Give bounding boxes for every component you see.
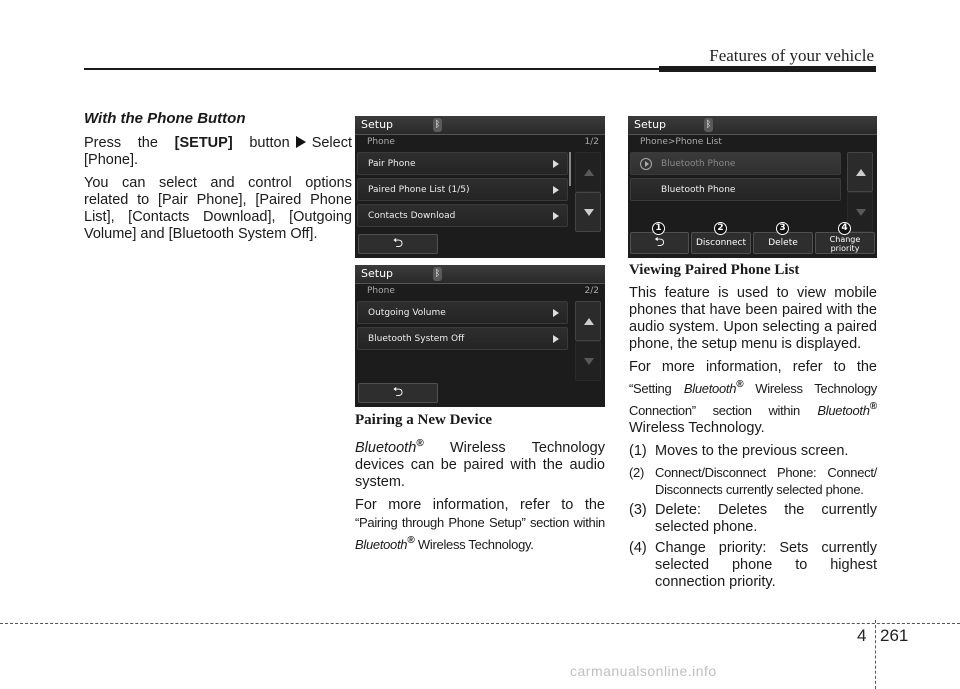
chevron-right-icon [553,212,559,220]
running-header: Features of your vehicle [709,46,874,65]
chevron-right-icon [553,309,559,317]
callout-1: 1 [652,222,665,235]
scroll-down-button[interactable] [847,192,873,232]
bluetooth-icon: ᛒ [705,120,712,130]
column-2 [355,412,605,560]
bluetooth-icon: ᛒ [434,269,441,279]
arrow-down-icon [584,209,594,216]
screen-title: Setup [361,118,394,131]
subhead-pairing: Pairing a New Device [355,412,493,428]
paragraph-press-setup: Press the [SETUP] button Select [Phone]. [84,135,352,168]
scroll-up-button[interactable] [575,301,601,341]
header-bar [659,66,876,72]
chapter-number: 4 [857,626,867,645]
subhead-phone-button: With the Phone Button [84,110,246,127]
menu-item-contacts-download[interactable]: Contacts Download [357,204,568,227]
arrow-up-icon [856,169,866,176]
back-button[interactable]: ⮌ [358,234,438,254]
paragraph-options: You can select and control options related to [Pair Phone], [Paired Phone List], [Contacts Download], [Outgoing Volume] and [Bluetooth System Off]. [84,175,352,242]
menu-item-bluetooth-system-off[interactable]: Bluetooth System Off [357,327,568,350]
callout-4: 4 [838,222,851,235]
screen-subtitle: Phone [367,286,395,296]
screen-subtitle: Phone>Phone List [640,137,722,147]
column-1 [84,110,352,249]
arrow-down-icon [856,209,866,216]
paragraph-paired-ref: For more information, refer to the “Setting Bluetooth® Wireless Technology Connection” section within Bluetooth® Wireless Technology. [629,359,877,436]
scrollbar[interactable] [569,152,571,186]
arrow-right-icon [296,136,306,148]
screen-subtitle: Phone [367,137,395,147]
phone-list-item-selected[interactable]: Bluetooth Phone [630,152,841,175]
page-number: 261 [880,626,909,645]
scroll-down-button[interactable] [575,192,601,232]
setup-screen-phone-list [628,116,877,258]
paragraph-pairing-ref: For more information, refer to the “Pairing through Phone Setup” section within Bluetooth® Wireless Technology. [355,496,605,552]
watermark-text: carmanualsonline.info [570,663,717,679]
footer-divider [875,620,876,689]
column-3 [629,262,877,595]
page-indicator: 1/2 [584,137,599,147]
setup-button-label: [SETUP] [174,135,233,151]
chevron-right-icon [553,335,559,343]
menu-item-pair-phone[interactable]: Pair Phone [357,152,568,175]
menu-item-outgoing-volume[interactable]: Outgoing Volume [357,301,568,324]
list-item: (4) Change priority: Sets currently selected phone to highest connection priority. [629,539,877,590]
header-rule [84,68,659,70]
arrow-down-icon [584,358,594,365]
screen-title: Setup [361,267,394,280]
setup-screen-phone-2 [355,265,605,407]
scroll-up-button[interactable] [847,152,873,192]
chevron-right-icon [553,186,559,194]
scroll-up-button[interactable] [575,152,601,192]
list-item: (2) Connect/Disconnect Phone: Connect/ Disconnects currently selected phone. [629,464,877,497]
phone-list-item[interactable]: Bluetooth Phone [630,178,841,201]
arrow-up-icon [584,318,594,325]
callout-3: 3 [776,222,789,235]
setup-screen-phone-1 [355,116,605,258]
menu-item-paired-phone-list[interactable]: Paired Phone List (1/5) [357,178,568,201]
paragraph-pairing: Bluetooth® Wireless Technology devices can be paired with the audio system. [355,438,605,490]
bluetooth-icon: ᛒ [434,120,441,130]
delete-button[interactable]: Delete [753,232,813,254]
back-button[interactable]: ⮌ [358,383,438,403]
footer-rule [0,623,960,624]
list-item: (1) Moves to the previous screen. [629,442,849,459]
callout-2: 2 [714,222,727,235]
screen-title: Setup [634,118,667,131]
back-button[interactable]: ⮌ [630,232,689,254]
subhead-paired-list: Viewing Paired Phone List [629,262,800,278]
chevron-right-icon [553,160,559,168]
disconnect-button[interactable]: Disconnect [691,232,751,254]
play-circle-icon [640,158,652,170]
change-priority-button[interactable]: Change priority [815,232,875,254]
scroll-down-button[interactable] [575,341,601,381]
page-indicator: 2/2 [584,286,599,296]
paragraph-paired-list: This feature is used to view mobile phones that have been paired with the audio system. Upon selecting a paired phone, the setup menu is displayed. [629,285,877,352]
arrow-up-icon [584,169,594,176]
list-item: (3) Delete: Deletes the currently selected phone. [629,501,877,535]
